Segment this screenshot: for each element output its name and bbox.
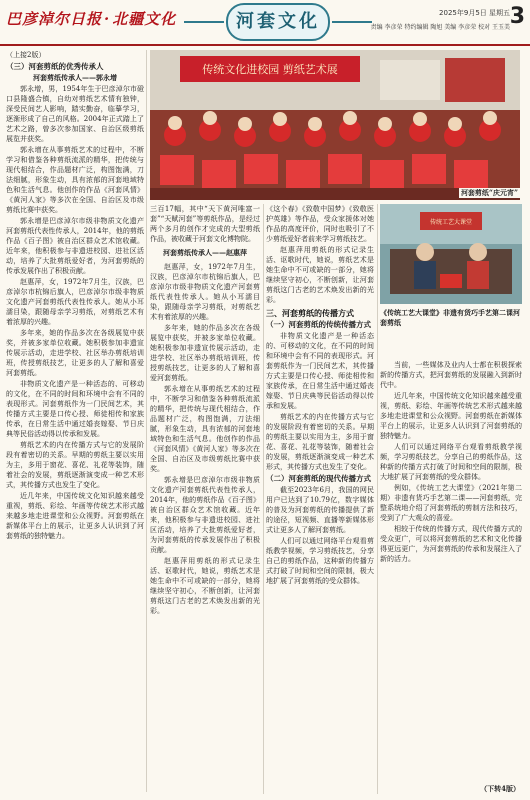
section-heading: 三、河套剪纸的传播方式 <box>266 308 354 318</box>
paragraph: 郭永增在从事剪纸艺术的过程中，不断学习和借鉴各种剪纸流派的精华，把传统与现代相结合，作品题材广泛，构图饱满，刀法细腻，形象生动，具有浓郁的河套地域特色和生活气息。他创作的作品《河套风情》《黄河人家》等多次在全国、自治区及市级剪纸比赛中获奖。 <box>150 385 260 473</box>
photo-children-papercut <box>150 50 520 200</box>
paragraph: 当前，一些媒体及业内人士都在积极探索新的传播方式，把河套剪纸的发展融入到新时代中。 <box>380 361 522 389</box>
paragraph: 剪纸艺术的内在传播方式与它的发展阶段有着密切的关系。早期的剪纸主要以实用为主，多用于窗花、喜花、礼花等装饰，随着社会的发展，剪纸逐渐演变成一种艺术形式，其传播方式也发生了变化。 <box>6 441 144 489</box>
paragraph: 郭永增是巴彦淖尔市级非物质文化遗产河套剪纸代表性传承人，2014年，他的剪纸作品《百子图》被自治区群众艺术馆收藏。近年来，他积极参与非遗进校园、进社区活动，培养了大批剪纸爱好者，为河套剪纸的传承发展作出了积极贡献。 <box>150 476 260 554</box>
logo-text: 巴彦淖尔日报 <box>6 10 103 28</box>
photo-banner-text: 传统工艺大课堂 <box>429 219 473 226</box>
article-column-3 <box>266 204 374 794</box>
secondary-photo <box>380 204 522 304</box>
paragraph: 剪纸艺术的内在传播方式与它的发展阶段有着密切的关系。早期的剪纸主要以实用为主，多用于窗花、喜花、礼花等装饰，随着社会的发展，剪纸逐渐演变成一种艺术形式，其传播方式也发生了变化。 <box>266 413 374 471</box>
column-divider <box>146 50 147 792</box>
paragraph: 郭永增在从事剪纸艺术的过程中，不断学习和借鉴各种剪纸流派的精华，把传统与现代相结合，作品题材广泛，构图饱满，刀法细腻，形象生动，具有浓郁的河套地域特色和生活气息。他创作的作品《河套风情》《黄河人家》等多次在全国、自治区及市级剪纸比赛中获奖。 <box>6 146 144 214</box>
main-photo <box>150 50 520 200</box>
photo-tv-program <box>380 204 522 304</box>
logo-text-2: 北疆文化 <box>112 10 177 28</box>
article-column-1 <box>6 50 144 792</box>
paragraph: 郭永增，男，1954年生于巴彦淖尔市磴口县隆盛合镇，自幼对剪纸艺术情有独钟，深受民间艺人影响，踏实勤奋，临摹学习，逐渐形成了自己的风格。2004年正式踏上了艺术之路，曾多次参加国家、自治区级剪纸展览并获奖。 <box>6 85 144 143</box>
paragraph: 郭永增是巴彦淖尔市级非物质文化遗产河套剪纸代表性传承人，2014年，他的剪纸作品《百子图》被自治区群众艺术馆收藏。近年来，他积极参与非遗进校园、进社区活动，培养了大批剪纸爱好者，为河套剪纸的传承发展作出了积极贡献。 <box>6 217 144 275</box>
continued-note: （上接2版） <box>6 51 46 59</box>
paragraph: 多年来，她的作品多次在各级展览中获奖，并被多家单位收藏。她积极参加非遗宣传展示活动，走进学校、社区举办剪纸培训班，传授剪纸技艺，让更多的人了解和喜爱河套剪纸。 <box>6 329 144 377</box>
secondary-photo-caption: 《传统工艺大课堂》非遗有货巧手艺第二课河套剪纸 <box>380 308 520 327</box>
column-divider <box>263 204 264 794</box>
paragraph: 近几年来，中国传统文化知识越来越受重视，剪纸、彩绘、年画等传统艺术形式越来越多地走进课堂和公众视野。河套剪纸在新媒体平台上的展示，让更多人认识到了河套剪纸的独特魅力。 <box>380 392 522 440</box>
masthead <box>0 0 530 46</box>
continued-to-note: （下转4版） <box>480 784 520 793</box>
paragraph: 赵惠萍，女，1972年7月生，汉族，巴彦淖尔市杭锦后旗人，巴彦淖尔市级非物质文化遗产河套剪纸代表性传承人。她从小耳濡目染，跟随母亲学习剪纸，对剪纸艺术有着浓厚的兴趣。 <box>150 263 260 321</box>
paragraph: 非物质文化遗产是一种活态的、可移动的文化，在不同的时间和环境中会有不同的表现形式。河套剪纸作为一门民间艺术，其传播方式主要是口传心授、师徒相传和家族传承，在日常生活中通过婚丧嫁娶、节日庆典等民俗活动得以传承和发展。 <box>6 380 144 438</box>
subheading: （一）河套剪纸的传统传播方式 <box>266 320 371 329</box>
paragraph: 赵惠萍用剪纸的形式记录生活、讴歌时代，她说，剪纸艺术是她生命中不可或缺的一部分，她将继续坚守初心，不断创新，让河套剪纸这门古老的艺术焕发出新的光彩。 <box>150 557 260 615</box>
paragraph: 《这个春》《致敬中国梦》《致敬医护英雄》等作品，受众家援体对她作品的高度评价，同时也吸引了不少剪纸爱好者前来学习剪纸技艺。 <box>266 205 374 243</box>
subheading: （二）河套剪纸的现代传播方式 <box>266 474 371 483</box>
page-number: 3 <box>509 4 525 29</box>
section-heading: （三）河套剪纸的优秀传承人 <box>6 62 104 71</box>
paragraph: 近几年来，中国传统文化知识越来越受重视，剪纸、彩绘、年画等传统艺术形式越来越多地走进课堂和公众视野。河套剪纸在新媒体平台上的展示，让更多人认识到了河套剪纸的独特魅力。 <box>6 492 144 540</box>
paragraph: 三百17幅，其中“天下黄河唯富一套”“天赋河套”等剪纸作品，是经过两个多月的创作才完成的大型剪纸作品，被收藏于河套文化博物院。 <box>150 205 260 243</box>
newspaper-logo: 巴彦淖尔日报 · 北疆文化 <box>6 10 177 28</box>
subheading: 河套剪纸传承人——郭永增 <box>33 73 117 82</box>
paragraph: 例如，《传统工艺大课堂》（2021年第二期）非遗有货巧手艺第二课——河套剪纸，完整系统地介绍了河套剪纸的剪制方法和技巧，受到了广大观众的喜爱。 <box>380 484 522 522</box>
article-column-2 <box>150 204 260 794</box>
paragraph: 人们可以通过网络平台观看剪纸教学视频，学习剪纸技艺，分享自己的剪纸作品，这种新的传播方式打破了时间和空间的限制，极大地扩展了河套剪纸的受众群体。 <box>380 443 522 481</box>
paragraph: 非物质文化遗产是一种活态的、可移动的文化，在不同的时间和环境中会有不同的表现形式。河套剪纸作为一门民间艺术，其传播方式主要是口传心授、师徒相传和家族传承，在日常生活中通过婚丧嫁娶、节日庆典等民俗活动得以传承和发展。 <box>266 332 374 410</box>
photo-banner-text: 传统文化进校园 剪纸艺术展 <box>202 63 338 76</box>
publication-date: 2025年9月5日 星期五 <box>439 9 510 17</box>
section-title: 河套文化 <box>226 3 330 41</box>
subheading: 河套剪纸传承人——赵惠萍 <box>163 248 247 257</box>
paragraph: 相较于传统的传播方式，现代传播方式的受众更广，可以将河套剪纸的艺术和文化传播得更远更广，为河套剪纸的传承和发展注入了新的活力。 <box>380 525 522 563</box>
paragraph: 赵惠萍，女，1972年7月生，汉族，巴彦淖尔市杭锦后旗人，巴彦淖尔市级非物质文化遗产河套剪纸代表性传承人。她从小耳濡目染，跟随母亲学习剪纸，对剪纸艺术有着浓厚的兴趣。 <box>6 278 144 326</box>
column-divider <box>377 204 378 794</box>
paragraph: 多年来，她的作品多次在各级展览中获奖，并被多家单位收藏。她积极参加非遗宣传展示活动，走进学校、社区举办剪纸培训班，传授剪纸技艺，让更多的人了解和喜爱河套剪纸。 <box>150 324 260 382</box>
article-column-4 <box>380 360 522 794</box>
paragraph: 人们可以通过网络平台观看剪纸教学视频，学习剪纸技艺，分享自己的剪纸作品，这种新的传播方式打破了时间和空间的限制，极大地扩展了河套剪纸的受众群体。 <box>266 537 374 585</box>
editor-credits: 责编 李彦荣 特约编辑 陶旭 美编 李彦荣 校对 王玉美 <box>370 24 510 31</box>
paragraph: 赵惠萍用剪纸的形式记录生活、讴歌时代，她说，剪纸艺术是她生命中不可或缺的一部分，她将继续坚守初心，不断创新，让河套剪纸这门古老的艺术焕发出新的光彩。 <box>266 246 374 304</box>
main-photo-caption: 河套剪纸“庆元宵” <box>460 188 518 197</box>
paragraph: 截至2023年6月，我国的网民用户已达到了10.79亿，数字媒体的普及为河套剪纸的传播提供了新的途径，短视频、直播等新媒体形式让更多人了解河套剪纸。 <box>266 486 374 534</box>
